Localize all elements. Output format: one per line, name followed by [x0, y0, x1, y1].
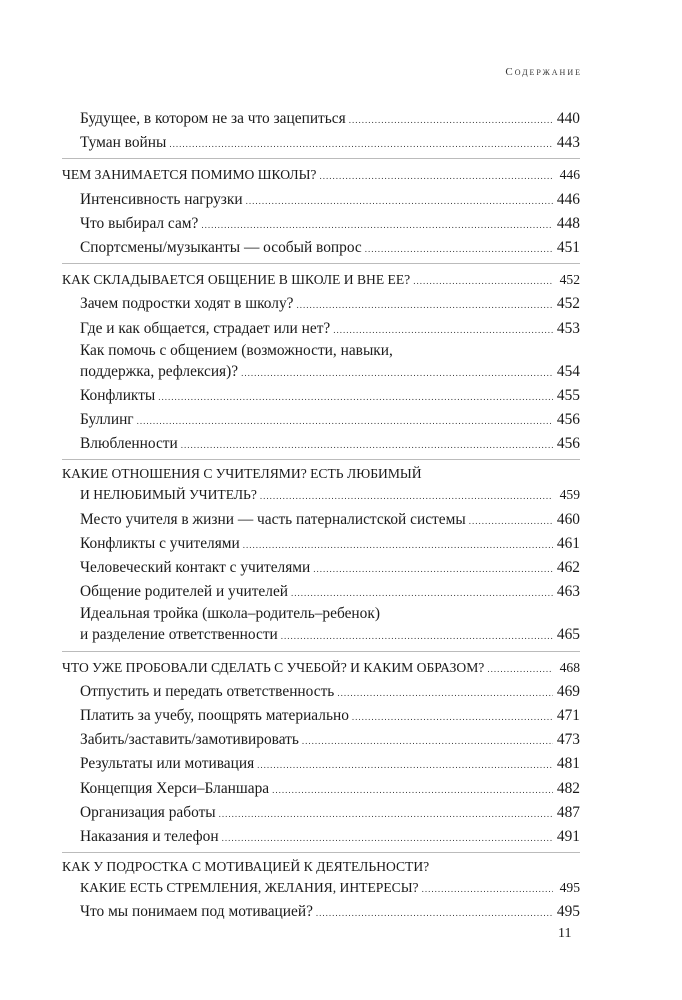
toc-line: [80, 408, 580, 432]
dot-leader: [337, 681, 553, 705]
toc-page-number: 440: [556, 110, 580, 127]
toc-page-number: 465: [556, 626, 580, 644]
dot-leader: [222, 826, 553, 850]
toc-section: [62, 651, 580, 850]
dot-leader: [137, 409, 553, 433]
toc-item[interactable]: [62, 556, 580, 580]
toc-entry-title: И НЕЛЮБИМЫЙ УЧИТЕЛЬ?: [80, 487, 257, 503]
toc-line: [80, 580, 580, 604]
toc-line: [80, 752, 580, 776]
toc-entry-title: Результаты или мотивация: [80, 755, 255, 773]
toc-item[interactable]: [62, 580, 580, 604]
toc-entry-title: Буллинг: [80, 411, 134, 429]
section-heading[interactable]: [62, 464, 580, 507]
toc-line: [80, 900, 580, 924]
dot-leader: [349, 108, 553, 132]
toc-page-number: 446: [559, 167, 580, 183]
toc-page-number: 482: [556, 779, 580, 797]
toc-item[interactable]: [62, 384, 580, 408]
toc-entry-title: Конфликты с учителями: [80, 534, 240, 552]
running-header: Содержание: [505, 66, 582, 78]
toc-entry-title: ЧТО УЖЕ ПРОБОВАЛИ СДЕЛАТЬ С УЧЕБОЙ? И КАКИМ ОБРАЗОМ?: [62, 659, 485, 675]
toc-entry-title: Будущее, в котором не за что зацепиться: [80, 110, 346, 127]
toc-line: [62, 464, 580, 483]
toc-item[interactable]: [62, 604, 580, 647]
toc-page-number: 481: [556, 755, 580, 773]
toc-line: [80, 508, 580, 532]
toc-page-number: 495: [556, 903, 580, 921]
toc-entry-title: и разделение ответственности: [80, 626, 278, 644]
toc-line: [80, 604, 580, 623]
toc-page-number: 448: [556, 214, 580, 232]
toc-line: [80, 532, 580, 556]
toc-entry-title: Зачем подростки ходят в школу?: [80, 295, 294, 313]
dot-leader: [260, 484, 553, 508]
toc-entry-title: Идеальная тройка (школа–родитель–ребенок): [80, 605, 380, 623]
dot-leader: [158, 385, 553, 409]
dot-leader: [352, 705, 553, 729]
toc-line: [80, 341, 580, 360]
toc-entry-title: КАКИЕ ОТНОШЕНИЯ С УЧИТЕЛЯМИ? ЕСТЬ ЛЮБИМЫЙ: [62, 466, 422, 482]
toc-page-number: 491: [556, 827, 580, 845]
toc-item[interactable]: [62, 704, 580, 728]
toc-entry-title: Спортсмены/музыканты — особый вопрос: [80, 238, 362, 256]
page-number: 11: [558, 926, 572, 941]
toc-page-number: 462: [556, 559, 580, 576]
toc-entry-title: Место учителя в жизни — часть патерналистской системы: [80, 510, 466, 528]
toc-line: [62, 163, 580, 187]
toc-line: [80, 384, 580, 408]
dot-leader: [297, 293, 554, 317]
toc-item[interactable]: [62, 107, 580, 131]
toc-item[interactable]: [62, 680, 580, 704]
toc-entry-title: Человеческий контакт с учителями: [80, 559, 311, 576]
toc-line: [80, 432, 580, 456]
toc-line: [62, 268, 580, 292]
toc-item[interactable]: [62, 317, 580, 341]
toc-entry-title: Что выбирал сам?: [80, 214, 199, 232]
dot-leader: [413, 269, 553, 293]
section-heading[interactable]: [62, 268, 580, 292]
toc-line: [80, 360, 580, 384]
toc-item[interactable]: [62, 825, 580, 849]
dot-leader: [257, 753, 553, 777]
toc-entry-title: Общение родителей и учителей: [80, 583, 289, 601]
toc-page-number: 451: [556, 238, 580, 256]
toc-section: [62, 158, 580, 260]
toc-line: [80, 107, 580, 131]
toc-entry-title: поддержка, рефлексия)?: [80, 362, 239, 380]
section-heading[interactable]: [62, 163, 580, 187]
toc-page-number: 452: [556, 295, 580, 313]
toc-item[interactable]: [62, 236, 580, 260]
toc-section: [62, 263, 580, 456]
toc-item[interactable]: [62, 508, 580, 532]
dot-leader: [243, 533, 553, 557]
toc-line: [62, 656, 580, 680]
toc-line: [80, 825, 580, 849]
toc-entry-title: Интенсивность нагрузки: [80, 190, 243, 208]
toc-item[interactable]: [62, 777, 580, 801]
toc-item[interactable]: [62, 408, 580, 432]
dot-leader: [201, 213, 553, 237]
toc-line: [80, 556, 580, 580]
toc-page-number: 446: [556, 190, 580, 208]
toc-page-number: 460: [556, 510, 580, 528]
toc-entry-title: ЧЕМ ЗАНИМАЕТСЯ ПОМИМО ШКОЛЫ?: [62, 167, 317, 183]
dot-leader: [169, 132, 553, 156]
toc-page-number: 459: [559, 487, 580, 503]
toc-item[interactable]: [62, 131, 580, 155]
dot-leader: [316, 901, 553, 925]
toc-item[interactable]: [62, 900, 580, 924]
toc-item[interactable]: [62, 532, 580, 556]
toc-page-number: 456: [556, 435, 580, 453]
dot-leader: [469, 509, 553, 533]
toc-entry-title: Что мы понимаем под мотивацией?: [80, 903, 313, 921]
toc-page-number: 452: [559, 272, 580, 288]
toc-page-number: 456: [556, 411, 580, 429]
toc-page-number: 463: [556, 583, 580, 601]
toc-entry-title: Концепция Херси–Бланшара: [80, 779, 270, 797]
dot-leader: [219, 802, 553, 826]
toc-line: [80, 236, 580, 260]
toc-entry-title: Организация работы: [80, 803, 216, 821]
dot-leader: [291, 581, 553, 605]
toc-entry-title: Влюбленности: [80, 435, 178, 453]
toc-line: [80, 680, 580, 704]
toc-page-number: 461: [556, 534, 580, 552]
dot-leader: [487, 657, 553, 681]
dot-leader: [319, 164, 553, 188]
dot-leader: [241, 361, 553, 385]
dot-leader: [272, 778, 553, 802]
toc-line: [62, 857, 580, 876]
toc-line: [80, 704, 580, 728]
toc-entry-title: Как помочь с общением (возможности, навыки,: [80, 341, 393, 359]
toc-entry-title: КАКИЕ ЕСТЬ СТРЕМЛЕНИЯ, ЖЕЛАНИЯ, ИНТЕРЕСЫ?: [80, 880, 419, 896]
toc-page-number: 453: [556, 319, 580, 337]
toc-line: [80, 623, 580, 647]
toc-line: [80, 728, 580, 752]
toc-section: [62, 104, 580, 155]
toc-item[interactable]: [62, 341, 580, 384]
toc-page-number: 473: [556, 731, 580, 749]
toc-line: [80, 188, 580, 212]
toc-line: [80, 317, 580, 341]
toc-page-number: 471: [556, 706, 580, 724]
toc-page-number: 455: [556, 386, 580, 404]
section-heading[interactable]: [62, 656, 580, 680]
toc-item[interactable]: [62, 728, 580, 752]
toc-line: [80, 212, 580, 236]
toc-entry-title: КАК СКЛАДЫВАЕТСЯ ОБЩЕНИЕ В ШКОЛЕ И ВНЕ ЕЕ?: [62, 272, 411, 288]
toc-page-number: 454: [556, 362, 580, 380]
dot-leader: [246, 189, 553, 213]
toc-section: [62, 852, 580, 924]
toc-entry-title: Платить за учебу, поощрять материально: [80, 706, 349, 724]
dot-leader: [422, 877, 553, 901]
toc-entry-title: Забить/заставить/замотивировать: [80, 731, 299, 749]
section-heading[interactable]: [62, 857, 580, 900]
toc-entry-title: Где и как общается, страдает или нет?: [80, 319, 331, 337]
toc-page-number: 469: [556, 682, 580, 700]
toc-entry-title: Наказания и телефон: [80, 827, 219, 845]
toc-line: [80, 801, 580, 825]
dot-leader: [313, 557, 553, 581]
toc-item[interactable]: [62, 292, 580, 316]
toc-entry-title: Отпустить и передать ответственность: [80, 682, 335, 700]
toc-item[interactable]: [62, 752, 580, 776]
toc-item[interactable]: [62, 432, 580, 456]
toc-page-number: 443: [556, 134, 580, 152]
toc-item[interactable]: [62, 188, 580, 212]
toc-page-number: 468: [559, 659, 580, 675]
toc-line: [80, 131, 580, 155]
toc-line: [62, 483, 580, 507]
toc-entry-title: Конфликты: [80, 386, 156, 404]
toc-line: [62, 876, 580, 900]
toc-line: [80, 777, 580, 801]
dot-leader: [365, 237, 553, 261]
table-of-contents: [62, 104, 580, 924]
dot-leader: [333, 318, 553, 342]
toc-section: [62, 459, 580, 647]
toc-line: [80, 292, 580, 316]
dot-leader: [181, 433, 553, 457]
dot-leader: [302, 729, 553, 753]
dot-leader: [281, 624, 553, 648]
toc-page-number: 487: [556, 803, 580, 821]
toc-item[interactable]: [62, 801, 580, 825]
toc-page-number: 495: [559, 880, 580, 896]
toc-entry-title: КАК У ПОДРОСТКА С МОТИВАЦИЕЙ К ДЕЯТЕЛЬНОСТИ?: [62, 859, 430, 875]
toc-entry-title: Туман войны: [80, 134, 167, 152]
toc-item[interactable]: [62, 212, 580, 236]
